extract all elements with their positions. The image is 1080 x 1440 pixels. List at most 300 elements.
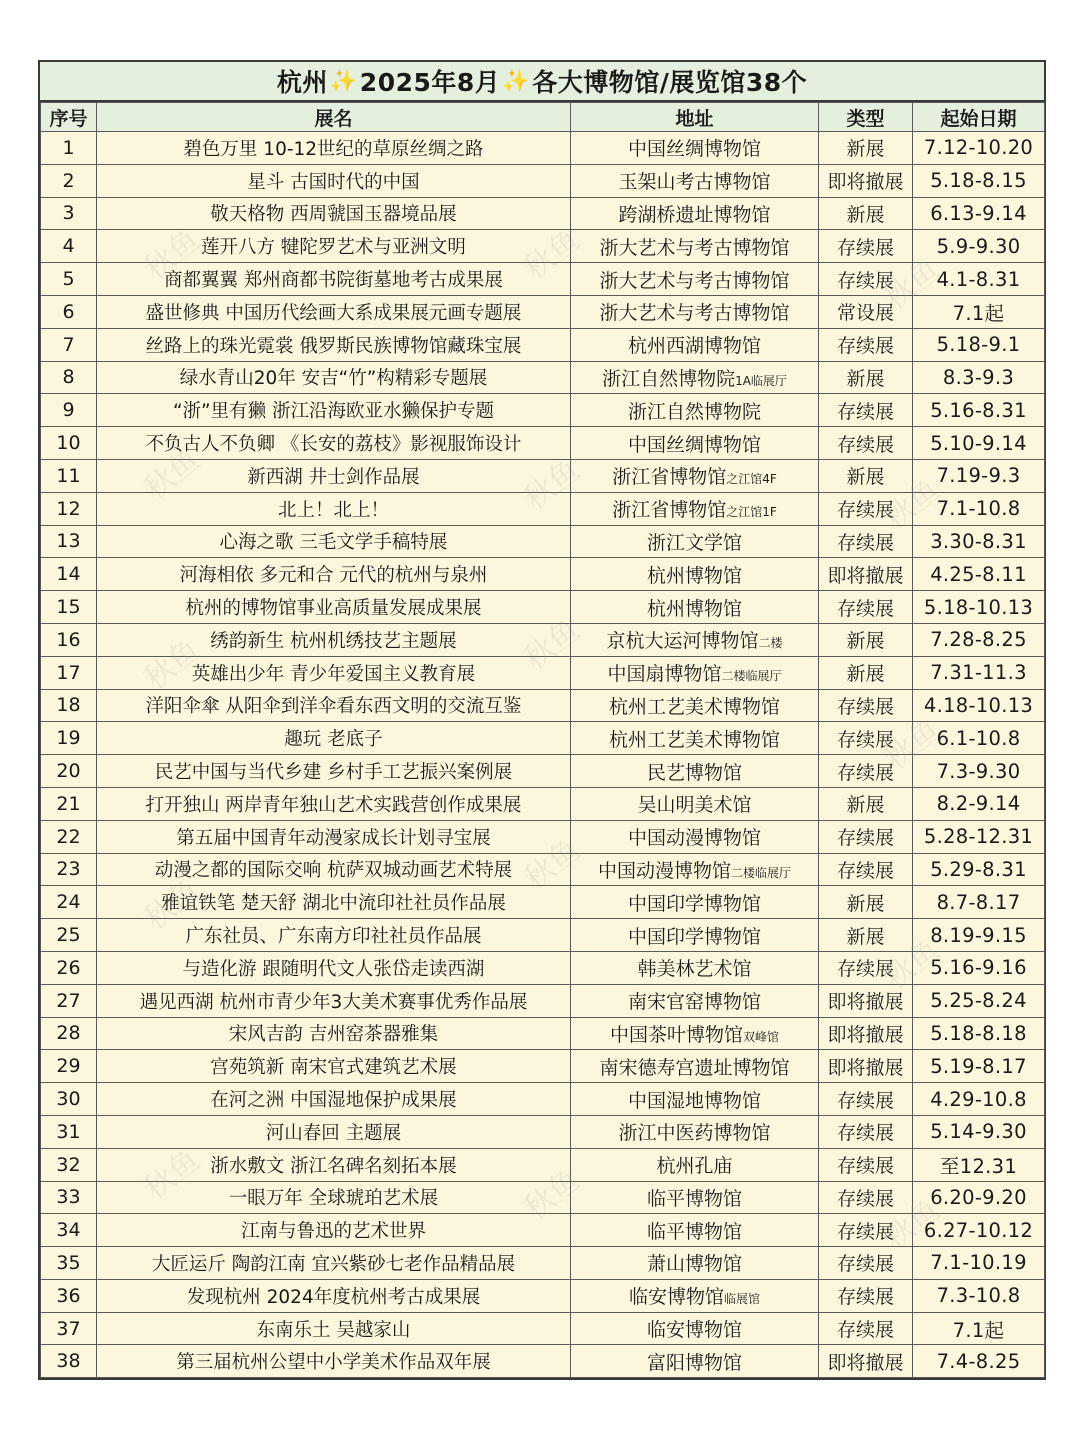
cell-location-text: 杭州工艺美术博物馆 <box>608 728 780 751</box>
cell-type <box>819 328 913 361</box>
cell-location <box>571 361 819 394</box>
table-row <box>41 656 1045 689</box>
cell-location-text: 中国丝绸博物馆 <box>627 138 761 161</box>
cell-exhibition-name-text: 宫苑筑新 南宋官式建筑艺术展 <box>210 1057 457 1079</box>
cell-index <box>41 263 97 296</box>
page-title <box>40 62 1044 102</box>
cell-exhibition-name-text: 一眼万年 全球琥珀艺术展 <box>228 1188 439 1210</box>
cell-exhibition-name <box>97 558 571 591</box>
cell-location-text: 浙江自然博物院 <box>627 400 761 423</box>
cell-index-text: 32 <box>56 1153 81 1176</box>
cell-index-text: 10 <box>56 432 81 455</box>
table-row <box>41 230 1045 263</box>
cell-exhibition-name <box>97 427 571 460</box>
location-suffix: 二楼 <box>758 636 783 651</box>
cell-type-text: 常设展 <box>836 302 894 325</box>
cell-date <box>913 361 1045 394</box>
cell-location <box>571 656 819 689</box>
cell-date <box>913 722 1045 755</box>
table-row <box>41 1181 1045 1214</box>
table-row <box>41 1312 1045 1345</box>
cell-index <box>41 295 97 328</box>
cell-type <box>819 722 913 755</box>
cell-type <box>819 886 913 919</box>
cell-index-text: 26 <box>56 956 81 979</box>
cell-exhibition-name <box>97 1279 571 1312</box>
cell-exhibition-name <box>97 1017 571 1050</box>
cell-location <box>571 1050 819 1083</box>
cell-exhibition-name-text: 新西湖 井士剑作品展 <box>247 466 420 488</box>
cell-index-text: 27 <box>56 989 81 1012</box>
exhibition-table <box>40 102 1045 1378</box>
cell-date <box>913 263 1045 296</box>
cell-location-text: 中国茶叶博物馆 <box>609 1023 743 1046</box>
table-row <box>41 1279 1045 1312</box>
cell-type <box>819 787 913 820</box>
cell-type-text: 存续展 <box>836 1253 894 1276</box>
location-suffix: 双峰馆 <box>743 1029 780 1044</box>
cell-location-text: 玉架山考古博物馆 <box>618 171 771 194</box>
cell-date-text: 5.28-12.31 <box>923 825 1034 849</box>
cell-type-text: 存续展 <box>836 433 894 456</box>
cell-exhibition-name <box>97 164 571 197</box>
location-suffix: 1A临展厅 <box>735 373 787 388</box>
cell-type <box>819 394 913 427</box>
cell-type-text: 存续展 <box>836 958 894 981</box>
cell-exhibition-name-text: 河海相依 多元和合 元代的杭州与泉州 <box>179 565 488 587</box>
cell-type-text: 存续展 <box>836 1122 894 1145</box>
table-row <box>41 1050 1045 1083</box>
cell-index <box>41 853 97 886</box>
cell-date-text: 6.27-10.12 <box>923 1218 1034 1242</box>
cell-date-text: 6.20-9.20 <box>930 1185 1027 1209</box>
cell-index-text: 4 <box>62 235 75 258</box>
cell-index-text: 8 <box>62 366 75 389</box>
cell-location-text: 民艺博物馆 <box>646 761 742 784</box>
cell-date-text: 4.18-10.13 <box>923 693 1034 717</box>
cell-date <box>913 525 1045 558</box>
cell-exhibition-name <box>97 591 571 624</box>
cell-type <box>819 427 913 460</box>
table-row <box>41 853 1045 886</box>
table-row <box>41 984 1045 1017</box>
cell-exhibition-name-text: 与造化游 跟随明代文人张岱走读西湖 <box>182 958 485 980</box>
cell-date-text: 3.30-8.31 <box>930 529 1027 553</box>
cell-index-text: 38 <box>56 1350 81 1373</box>
cell-index <box>41 525 97 558</box>
cell-location <box>571 1214 819 1247</box>
cell-index-text: 15 <box>56 596 81 619</box>
cell-type <box>819 689 913 722</box>
cell-date <box>913 591 1045 624</box>
cell-index <box>41 1345 97 1378</box>
cell-index <box>41 820 97 853</box>
cell-type-text: 即将撤展 <box>827 171 904 194</box>
cell-exhibition-name <box>97 886 571 919</box>
table-row <box>41 263 1045 296</box>
sparkle-icon: ✨ <box>502 68 531 94</box>
cell-exhibition-name-text: 碧色万里 10-12世纪的草原丝绸之路 <box>183 138 484 160</box>
cell-date-text: 7.3-9.30 <box>936 759 1021 783</box>
cell-type-text: 存续展 <box>836 1286 894 1309</box>
cell-type-text: 存续展 <box>836 335 894 358</box>
cell-exhibition-name-text: 丝路上的珠光霓裳 俄罗斯民族博物馆藏珠宝展 <box>145 335 522 357</box>
cell-type-text: 即将撤展 <box>827 564 904 587</box>
cell-exhibition-name-text: 英雄出少年 青少年爱国主义教育展 <box>191 663 476 685</box>
header-name: 展名 <box>97 103 571 132</box>
cell-exhibition-name-text: 遇见西湖 杭州市青少年3大美术赛事优秀作品展 <box>139 991 528 1013</box>
cell-date-text: 5.25-8.24 <box>930 989 1027 1013</box>
cell-date <box>913 394 1045 427</box>
cell-date <box>913 1181 1045 1214</box>
table-row <box>41 525 1045 558</box>
cell-location-text: 浙江中医药博物馆 <box>618 1122 771 1145</box>
cell-index <box>41 623 97 656</box>
cell-location-text: 浙大艺术与考古博物馆 <box>599 236 790 259</box>
cell-exhibition-name-text: 第五届中国青年动漫家成长计划寻宝展 <box>176 827 491 849</box>
cell-exhibition-name <box>97 787 571 820</box>
cell-location-text: 中国扇博物馆 <box>607 663 722 686</box>
table-row <box>41 1115 1045 1148</box>
cell-index-text: 37 <box>56 1317 81 1340</box>
cell-location-text: 京杭大运河博物馆 <box>606 630 759 653</box>
cell-location-text: 浙江文学馆 <box>646 531 742 554</box>
cell-type-text: 存续展 <box>836 859 894 882</box>
cell-type-text: 存续展 <box>836 531 894 554</box>
cell-index-text: 7 <box>62 333 75 356</box>
cell-date <box>913 820 1045 853</box>
cell-date-text: 6.1-10.8 <box>936 726 1021 750</box>
cell-date <box>913 1083 1045 1116</box>
cell-index-text: 29 <box>56 1055 81 1078</box>
cell-type-text: 存续展 <box>836 400 894 423</box>
table-row <box>41 394 1045 427</box>
cell-index <box>41 1148 97 1181</box>
cell-type-text: 存续展 <box>836 1187 894 1210</box>
cell-index <box>41 591 97 624</box>
cell-index-text: 17 <box>56 661 81 684</box>
cell-date-text: 8.2-9.14 <box>936 792 1021 816</box>
cell-exhibition-name-text: 在河之洲 中国湿地保护成果展 <box>210 1090 457 1111</box>
location-suffix: 二楼临展厅 <box>731 865 792 880</box>
cell-location <box>571 951 819 984</box>
cell-location <box>571 263 819 296</box>
cell-exhibition-name <box>97 492 571 525</box>
cell-location <box>571 689 819 722</box>
cell-location-text: 中国动漫博物馆 <box>627 827 761 850</box>
table-row <box>41 164 1045 197</box>
table-row <box>41 558 1045 591</box>
header-index: 序号 <box>41 103 97 132</box>
cell-location <box>571 919 819 952</box>
cell-index-text: 5 <box>62 268 75 291</box>
cell-location <box>571 459 819 492</box>
cell-type-text: 新展 <box>846 892 885 915</box>
cell-exhibition-name-text: 大匠运斤 陶韵江南 宜兴紫砂七老作品精品展 <box>151 1253 516 1275</box>
cell-date <box>913 459 1045 492</box>
cell-exhibition-name-text: 星斗 古国时代的中国 <box>247 171 420 193</box>
cell-exhibition-name <box>97 722 571 755</box>
cell-location <box>571 525 819 558</box>
cell-location-text: 韩美林艺术馆 <box>637 958 752 981</box>
cell-date <box>913 1247 1045 1280</box>
cell-index-text: 16 <box>56 628 81 651</box>
cell-index <box>41 689 97 722</box>
cell-location <box>571 623 819 656</box>
cell-location <box>571 1181 819 1214</box>
cell-date <box>913 164 1045 197</box>
cell-date <box>913 328 1045 361</box>
title-middle: 2025年8月 <box>359 68 501 97</box>
cell-exhibition-name-text: 浙水敷文 浙江名碑名刻拓本展 <box>210 1155 457 1177</box>
cell-index-text: 23 <box>56 858 81 881</box>
cell-date-text: 5.18-9.1 <box>936 333 1021 357</box>
cell-type-text: 存续展 <box>836 499 894 522</box>
cell-type-text: 存续展 <box>836 236 894 259</box>
cell-date-text: 7.1-10.8 <box>936 497 1021 521</box>
cell-type <box>819 623 913 656</box>
cell-index <box>41 164 97 197</box>
cell-exhibition-name <box>97 1181 571 1214</box>
cell-exhibition-name-text: 绿水青山20年 安吉“竹”构精彩专题展 <box>179 368 488 390</box>
cell-index <box>41 492 97 525</box>
cell-location <box>571 984 819 1017</box>
cell-date-text: 6.13-9.14 <box>930 201 1027 225</box>
cell-exhibition-name <box>97 951 571 984</box>
cell-exhibition-name <box>97 919 571 952</box>
cell-index-text: 9 <box>62 399 75 422</box>
cell-type <box>819 295 913 328</box>
cell-date <box>913 1017 1045 1050</box>
cell-date <box>913 919 1045 952</box>
cell-type <box>819 197 913 230</box>
cell-location <box>571 1017 819 1050</box>
cell-date-text: 8.3-9.3 <box>942 365 1015 389</box>
cell-location-text: 中国动漫博物馆 <box>597 859 731 882</box>
cell-index-text: 33 <box>56 1186 81 1209</box>
cell-index <box>41 1214 97 1247</box>
cell-type <box>819 459 913 492</box>
cell-exhibition-name-text: 心海之歌 三毛文学手稿特展 <box>219 532 448 554</box>
cell-exhibition-name-text: 绣韵新生 杭州机绣技艺主题展 <box>210 630 457 652</box>
cell-type-text: 存续展 <box>836 728 894 751</box>
cell-exhibition-name-text: 敬天格物 西周虢国玉器境品展 <box>210 204 457 226</box>
cell-exhibition-name <box>97 1115 571 1148</box>
cell-date-text: 5.16-9.16 <box>930 956 1027 980</box>
cell-exhibition-name-text: 雅谊铁笔 楚天舒 湖北中流印社社员作品展 <box>161 893 506 915</box>
cell-date-text: 5.18-10.13 <box>923 595 1034 619</box>
table-row <box>41 1247 1045 1280</box>
cell-index <box>41 1279 97 1312</box>
header-date: 起始日期 <box>913 103 1045 132</box>
cell-index-text: 22 <box>56 825 81 848</box>
cell-exhibition-name-text: 北上！北上！ <box>277 499 389 521</box>
cell-location <box>571 591 819 624</box>
cell-date <box>913 623 1045 656</box>
cell-index <box>41 656 97 689</box>
table-header-row <box>41 103 1045 132</box>
cell-index-text: 28 <box>56 1022 81 1045</box>
cell-location <box>571 197 819 230</box>
cell-exhibition-name <box>97 197 571 230</box>
cell-exhibition-name-text: 不负古人不负卿 《长安的荔枝》影视服饰设计 <box>145 434 522 456</box>
cell-date-text: 7.12-10.20 <box>923 136 1034 160</box>
cell-exhibition-name <box>97 1214 571 1247</box>
cell-date-text: 5.18-8.18 <box>930 1021 1027 1045</box>
table-row <box>41 295 1045 328</box>
cell-index <box>41 886 97 919</box>
cell-location <box>571 492 819 525</box>
cell-type-text: 即将撤展 <box>827 1023 904 1046</box>
cell-type-text: 新展 <box>846 663 885 686</box>
cell-location-text: 临安博物馆 <box>628 1286 724 1309</box>
cell-location-text: 富阳博物馆 <box>646 1351 742 1374</box>
cell-location-text: 杭州博物馆 <box>646 597 742 620</box>
cell-location <box>571 1247 819 1280</box>
cell-location-text: 浙江自然博物院 <box>602 367 736 390</box>
cell-location <box>571 132 819 165</box>
cell-index <box>41 1181 97 1214</box>
cell-index <box>41 394 97 427</box>
cell-date <box>913 656 1045 689</box>
cell-index <box>41 1050 97 1083</box>
cell-exhibition-name <box>97 656 571 689</box>
cell-exhibition-name <box>97 230 571 263</box>
cell-exhibition-name <box>97 820 571 853</box>
cell-index-text: 6 <box>62 300 75 323</box>
cell-location-text: 浙大艺术与考古博物馆 <box>599 302 790 325</box>
cell-location <box>571 394 819 427</box>
cell-index <box>41 361 97 394</box>
table-row <box>41 689 1045 722</box>
cell-type <box>819 1148 913 1181</box>
cell-type <box>819 820 913 853</box>
table-row <box>41 1345 1045 1378</box>
cell-date-text: 7.31-11.3 <box>930 661 1027 685</box>
cell-index <box>41 132 97 165</box>
table-row <box>41 787 1045 820</box>
cell-exhibition-name-text: 东南乐土 吴越家山 <box>256 1319 411 1341</box>
cell-location-text: 吴山明美术馆 <box>637 794 752 817</box>
table-row <box>41 623 1045 656</box>
cell-type <box>819 1050 913 1083</box>
cell-date <box>913 230 1045 263</box>
cell-index <box>41 1115 97 1148</box>
cell-exhibition-name-text: 动漫之都的国际交响 杭萨双城动画艺术特展 <box>154 860 513 882</box>
table-row <box>41 492 1045 525</box>
cell-exhibition-name-text: 河山春回 主题展 <box>265 1122 402 1144</box>
cell-exhibition-name <box>97 263 571 296</box>
cell-index-text: 18 <box>56 694 81 717</box>
table-row <box>41 328 1045 361</box>
cell-exhibition-name-text: 洋阳伞傘 从阳伞到洋伞看东西文明的交流互鉴 <box>145 696 522 718</box>
cell-index-text: 21 <box>56 792 81 815</box>
cell-exhibition-name <box>97 1247 571 1280</box>
cell-date-text: 5.16-8.31 <box>930 398 1027 422</box>
cell-index-text: 3 <box>62 202 75 225</box>
cell-index-text: 34 <box>56 1219 81 1242</box>
cell-date <box>913 1115 1045 1148</box>
cell-index <box>41 328 97 361</box>
table-row <box>41 361 1045 394</box>
header-type: 类型 <box>819 103 913 132</box>
cell-index-text: 11 <box>56 464 81 487</box>
cell-exhibition-name-text: 商都翼翼 郑州商都书院街墓地考古成果展 <box>164 270 503 292</box>
cell-exhibition-name <box>97 755 571 788</box>
cell-exhibition-name <box>97 623 571 656</box>
cell-date-text: 4.1-8.31 <box>936 267 1021 291</box>
cell-exhibition-name <box>97 984 571 1017</box>
cell-date <box>913 984 1045 1017</box>
cell-location-text: 浙大艺术与考古博物馆 <box>599 269 790 292</box>
cell-date <box>913 295 1045 328</box>
table-row <box>41 1083 1045 1116</box>
cell-date-text: 5.29-8.31 <box>930 857 1027 881</box>
cell-date-text: 7.4-8.25 <box>936 1349 1021 1373</box>
cell-type-text: 存续展 <box>836 1319 894 1342</box>
cell-type-text: 存续展 <box>836 1220 894 1243</box>
cell-date-text: 7.1起 <box>952 301 1005 325</box>
cell-type <box>819 1247 913 1280</box>
cell-type <box>819 1312 913 1345</box>
cell-type <box>819 755 913 788</box>
table-row <box>41 722 1045 755</box>
cell-type <box>819 853 913 886</box>
cell-exhibition-name <box>97 1083 571 1116</box>
cell-type-text: 新展 <box>846 925 885 948</box>
cell-location-text: 浙江省博物馆 <box>612 499 727 522</box>
sparkle-icon: ✨ <box>329 68 358 94</box>
cell-type <box>819 984 913 1017</box>
cell-type <box>819 263 913 296</box>
cell-type-text: 即将撤展 <box>827 991 904 1014</box>
cell-date <box>913 427 1045 460</box>
cell-exhibition-name-text: 盛世修典 中国历代绘画大系成果展元画专题展 <box>145 302 522 324</box>
header-location: 地址 <box>571 103 819 132</box>
cell-date-text: 至12.31 <box>939 1154 1018 1178</box>
cell-type-text: 新展 <box>846 203 885 226</box>
cell-type <box>819 951 913 984</box>
cell-type-text: 存续展 <box>836 597 894 620</box>
cell-date-text: 5.14-9.30 <box>930 1120 1027 1144</box>
cell-exhibition-name-text: 民艺中国与当代乡建 乡村手工艺振兴案例展 <box>154 762 513 784</box>
cell-exhibition-name <box>97 459 571 492</box>
cell-location-text: 中国印学博物馆 <box>627 925 761 948</box>
cell-location-text: 中国湿地博物馆 <box>627 1089 761 1112</box>
cell-type <box>819 591 913 624</box>
cell-date-text: 8.7-8.17 <box>936 890 1021 914</box>
cell-location-text: 萧山博物馆 <box>646 1253 742 1276</box>
cell-type <box>819 1345 913 1378</box>
cell-date <box>913 1214 1045 1247</box>
cell-index <box>41 197 97 230</box>
cell-date <box>913 558 1045 591</box>
cell-date-text: 8.19-9.15 <box>930 923 1027 947</box>
cell-index <box>41 427 97 460</box>
cell-date <box>913 886 1045 919</box>
cell-type <box>819 1214 913 1247</box>
cell-date <box>913 1312 1045 1345</box>
cell-exhibition-name <box>97 853 571 886</box>
cell-date <box>913 1148 1045 1181</box>
cell-type <box>819 1083 913 1116</box>
cell-location <box>571 558 819 591</box>
cell-index-text: 35 <box>56 1251 81 1274</box>
cell-date <box>913 1050 1045 1083</box>
cell-index-text: 1 <box>62 136 75 159</box>
cell-location-text: 南宋德寿宫遗址博物馆 <box>599 1056 790 1079</box>
table-row <box>41 755 1045 788</box>
